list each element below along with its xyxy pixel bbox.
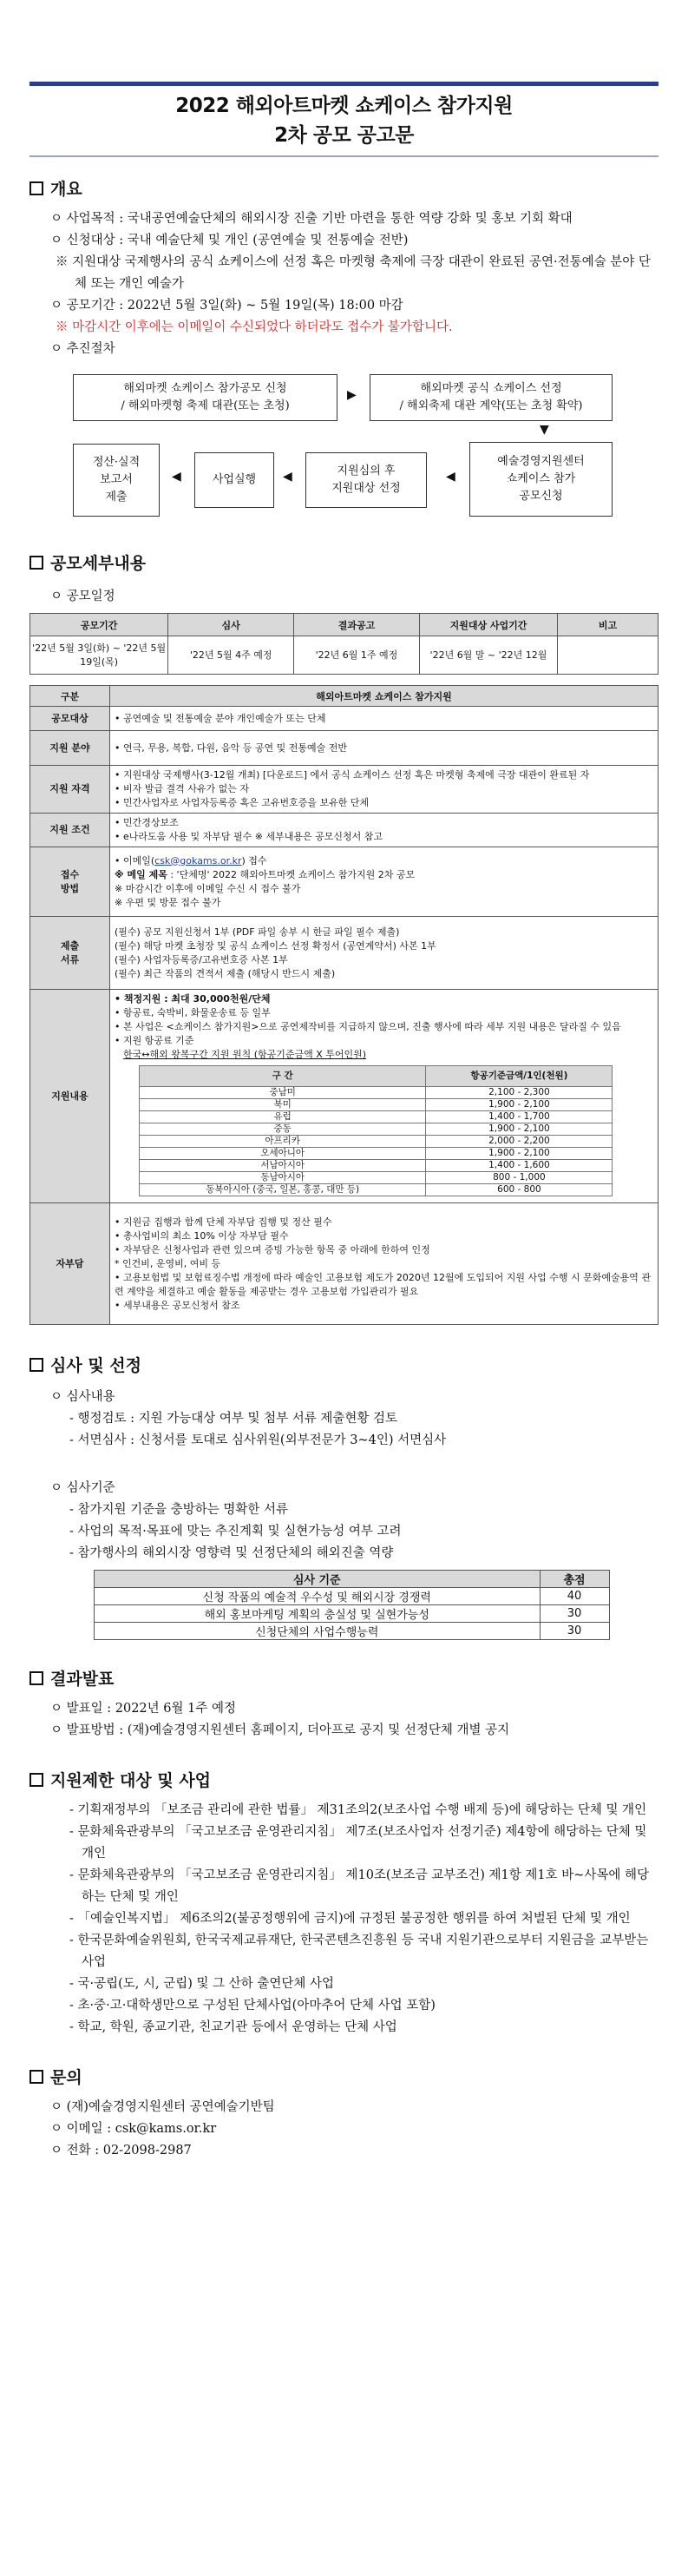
schedule-header-row: 공모기간 심사 결과공고 지원대상 사업기간 비고	[30, 614, 659, 636]
arrow-left-icon: ◀	[283, 470, 292, 484]
review-criteria-table: 심사 기준 총점 신청 작품의 예술적 우수성 및 해외시장 경쟁력 40 해외 홍보마케팅 계획의 충실성 및 실현가능성 30 신청단체의 사업수행능력 30	[94, 1570, 610, 1640]
section-result-heading: 결과발표	[29, 1666, 659, 1690]
airfare-row: 아프리카 2,000 - 2,200	[140, 1136, 613, 1148]
title-divider	[29, 155, 659, 157]
airfare-row: 중동 1,900 - 2,100	[140, 1123, 613, 1136]
row-apply-method: 접수 방법 • 이메일(csk@gokams.or.kr) 접수 ※ 메일 제목 : '단체명' 2022 해외아트마켓 쇼케이스 참가지원 2차 공모 ※ 마감시간 이후에 이메일 수신 시 접수 불가 ※ 우편 및 방문 접수 불가	[30, 847, 659, 917]
flow-step-kams-apply: 예술경영지원센터 쇼케이스 참가 공모신청	[469, 442, 613, 517]
row-self-burden: 자부담 • 지원금 집행과 함께 단체 자부담 집행 및 정산 필수 • 총사업비의 최소 10% 이상 자부담 필수 • 자부담은 신청사업과 관련 있으며 증빙 가능한 항목 중 아래에 한하여 인정 * 인건비, 운영비, 여비 등 • 고용보험법 및 보험료징수법 개정에 따라 예술인 고용보험 제도가 2020년 12월에 도입되어 지원 사업 수행 시 문화예술용역 관련 계약을 체결하고 예술 활동을 제공받는 경우 고용보험 가입관리가 필요 • 세부내용은 공모신청서 참조	[30, 1203, 659, 1325]
row-field: 지원 분야 • 연극, 무용, 복합, 다원, 음악 등 공연 및 전통예술 전반	[30, 731, 659, 766]
section-review-heading: 심사 및 선정	[29, 1353, 659, 1376]
overview-period: ㅇ 공모기간 : 2022년 5월 3일(화) ~ 5월 19일(목) 18:00 마감	[50, 299, 403, 313]
flow-step-apply-market: 해외마켓 쇼케이스 참가공모 신청 / 해외마켓형 축제 대관(또는 초청)	[73, 374, 337, 421]
checkbox-square-icon	[29, 2070, 43, 2084]
flow-step-execute: 사업실행	[194, 452, 274, 508]
checkbox-square-icon	[29, 181, 43, 195]
overview-purpose: ㅇ 사업목적 : 국내공연예술단체의 해외시장 진출 기반 마련을 통한 역량 강화 및 홍보 기회 확대	[50, 212, 573, 226]
arrow-right-icon: ▶	[347, 388, 357, 402]
contact-phone: ㅇ 전화 : 02-2098-2987	[50, 2144, 192, 2158]
criteria-row: 신청단체의 사업수행능력 30	[95, 1623, 610, 1640]
contact-email: ㅇ 이메일 : csk@kams.or.kr	[50, 2122, 217, 2136]
checkbox-square-icon	[29, 1671, 43, 1685]
schedule-label: ㅇ 공모일정	[50, 590, 115, 603]
details-header-row: 구분 해외아트마켓 쇼케이스 참가지원	[30, 686, 659, 707]
checkbox-square-icon	[29, 556, 43, 570]
row-target: 공모대상 • 공연예술 및 전통예술 분야 개인예술가 또는 단체	[30, 707, 659, 731]
airfare-row: 서남아시아 1,400 - 1,600	[140, 1160, 613, 1172]
section-contact-heading: 문의	[29, 2065, 659, 2088]
flow-step-report: 정산·실적 보고서 제출	[73, 444, 160, 517]
section-overview-heading: 개요	[29, 176, 659, 200]
overview-target-note: ※ 지원대상 국제행사의 공식 쇼케이스에 선정 혹은 마켓형 축제에 극장 대관이 완료된 공연·전통예술 분야 단체 또는 개인 예술가	[56, 255, 651, 291]
airfare-row: 중남미 2,100 - 2,300	[140, 1087, 613, 1099]
overview-procedure-label: ㅇ 추진절차	[50, 342, 115, 356]
title-block	[29, 82, 659, 157]
overview-deadline-warning: ※ 마감시간 이후에는 이메일이 수신되었다 하더라도 접수가 불가합니다.	[56, 320, 453, 334]
airfare-row: 유럽 1,400 - 1,700	[140, 1111, 613, 1123]
arrow-left-icon: ◀	[172, 470, 181, 484]
flow-step-selected: 해외마켓 공식 쇼케이스 선정 / 해외축제 대관 계약(또는 초청 확약)	[370, 374, 613, 421]
details-table	[29, 685, 659, 1325]
checkbox-square-icon	[29, 1773, 43, 1787]
checkbox-square-icon	[29, 1358, 43, 1372]
title-line-2: 2차 공모 공고문	[274, 124, 414, 147]
airfare-table: 구 간 항공기준금액/1인(천원) 중남미 2,100 - 2,300 북미 1,900 - 2,100 유럽 1,400 - 1,700 중동 1,900 - 2,100 아프리카 2,000 - 2,200 오세아니아 1,900 - 2,100 서남아시아 1,400 - 1,600 동남아시아 800 - 1,000 동북아시아 (중국, 일본, 홍콩, 대만 등) 600 - 800	[139, 1065, 613, 1196]
contact-list: ㅇ (재)예술경영지원센터 공연예술기반팀 ㅇ 이메일 : csk@kams.or.kr ㅇ 전화 : 02-2098-2987	[29, 2097, 659, 2162]
airfare-row: 동북아시아 (중국, 일본, 홍콩, 대만 등) 600 - 800	[140, 1184, 613, 1196]
section-restrict-heading: 지원제한 대상 및 사업	[29, 1768, 659, 1791]
airfare-row: 오세아니아 1,900 - 2,100	[140, 1148, 613, 1160]
review-content: ㅇ 심사내용 - 행정검토 : 지원 가능대상 여부 및 첨부 서류 제출현황 검토 - 서면심사 : 신청서를 토대로 심사위원(외부전문가 3~4인) 서면심사 ㅇ 심사기준 - 참가지원 기준을 충방하는 명확한 서류 - 사업의 목적·목표에 맞는 추진계획 및 실현가능성 여부 고려 - 참가행사의 해외시장 영향력 및 선정단체의 해외진출 역량	[50, 1390, 447, 1560]
schedule-table	[29, 613, 659, 675]
overview-list	[29, 208, 659, 360]
overview-target: ㅇ 신청대상 : 국내 예술단체 및 개인 (공연예술 및 전통예술 전반)	[50, 234, 409, 247]
arrow-left-icon: ◀	[446, 470, 455, 484]
result-list: ㅇ 발표일 : 2022년 6월 1주 예정 ㅇ 발표방법 : (재)예술경영지원센터 홈페이지, 더아프로 공지 및 선정단체 개별 공지	[50, 1702, 510, 1737]
title-line-1: 2022 해외아트마켓 쇼케이스 참가지원	[175, 95, 513, 117]
airfare-row: 동남아시아 800 - 1,000	[140, 1172, 613, 1184]
restrict-list: - 기획재정부의 「보조금 관리에 관한 법률」 제31조의2(보조사업 수행 배제 등)에 해당하는 단체 및 개인 - 문화체육관광부의 「국고보조금 운영관리지침」 제7조(보조사업자 선정기준) 제4항에 해당하는 단체 및 개인 - 문화체육관광부의 「국고보조금 운영관리지침」 제10조(보조금 교부조건) 제1항 제1호 바~사목에 해당하는 단체 및 개인 - 「예술인복지법」 제6조의2(불공정행위에 금지)에 규정된 불공정한 행위를 하여 처벌된 단체 및 개인 - 한국문화예술위원회, 한국국제교류재단, 한국콘텐츠진흥원 등 국내 지원기관으로부터 지원금을 교부받는 사업 - 국·공립(도, 시, 군립) 및 그 산하 출연단체 사업 - 초·중·고·대학생만으로 구성된 단체사업(아마추어 단체 사업 포함) - 학교, 학원, 종교기관, 친교기관 등에서 운영하는 단체 사업	[69, 1803, 650, 2034]
flow-step-review: 지원심의 후 지원대상 선정	[305, 452, 427, 508]
schedule-row: '22년 5월 3일(화) ~ '22년 5월 19일(목) '22년 5월 4주 예정 '22년 6월 1주 예정 '22년 6월 말 ~ '22년 12월	[30, 636, 659, 675]
apply-email-link[interactable]: csk@gokams.or.kr	[154, 854, 242, 866]
row-qualification: 지원 자격 • 지원대상 국제행사(3-12월 개최) [다운로드] 에서 공식 쇼케이스 선정 혹은 마켓형 축제에 극장 대관이 완료된 자 • 비자 발급 결격 사유가 없는 자 • 민간사업자로 사업자등록증 혹은 고유번호증을 보유한 단체	[30, 766, 659, 814]
procedure-flowchart	[29, 367, 659, 519]
arrow-down-icon: ▼	[540, 423, 549, 437]
row-condition: 지원 조건 • 민간경상보조 • e나라도움 사용 및 자부담 필수 ※ 세부내용은 공모신청서 참고	[30, 814, 659, 847]
row-documents: 제출 서류 (필수) 공모 지원신청서 1부 (PDF 파일 송부 시 한글 파일 필수 제출) (필수) 해당 마켓 초청장 및 공식 쇼케이스 선정 확정서 (공연계약서) 사본 1부 (필수) 사업자등록증/고유번호증 사본 1부 (필수) 최근 작품의 견적서 제출 (해당시 반드시 제출)	[30, 917, 659, 990]
airfare-row: 북미 1,900 - 2,100	[140, 1099, 613, 1111]
row-support: 지원내용 • 책정지원 : 최대 30,000천원/단체 • 항공료, 숙박비, 화물운송료 등 일부 • 본 사업은 <쇼케이스 참가지원>으로 공연제작비를 지급하지 않으며, 진출 행사에 따라 세부 지원 내용은 달라질 수 있음 • 지원 항공료 기준 한국↔해외 왕복구간 지원 원칙 (항공기준금액 X 투어인원) 구 간 항공기준금액/1인(천원) 중남미 2,100 - 2,300 북미 1,900 - 2,100 유럽 1,400 - 1,700 중동 1,900 - 2,100 아프리카 2,000 - 2,200 오세아니아 1,900 - 2,100 서남아시아 1,400 - 1,600 동남아시아 800 - 1,000 동북아시아 (중국, 일본, 홍콩, 대만 등) 600 - 800	[30, 990, 659, 1203]
criteria-row: 신청 작품의 예술적 우수성 및 해외시장 경쟁력 40	[95, 1588, 610, 1605]
criteria-row: 해외 홍보마케팅 계획의 충실성 및 실현가능성 30	[95, 1605, 610, 1623]
section-details-heading: 공모세부내용	[29, 550, 659, 574]
